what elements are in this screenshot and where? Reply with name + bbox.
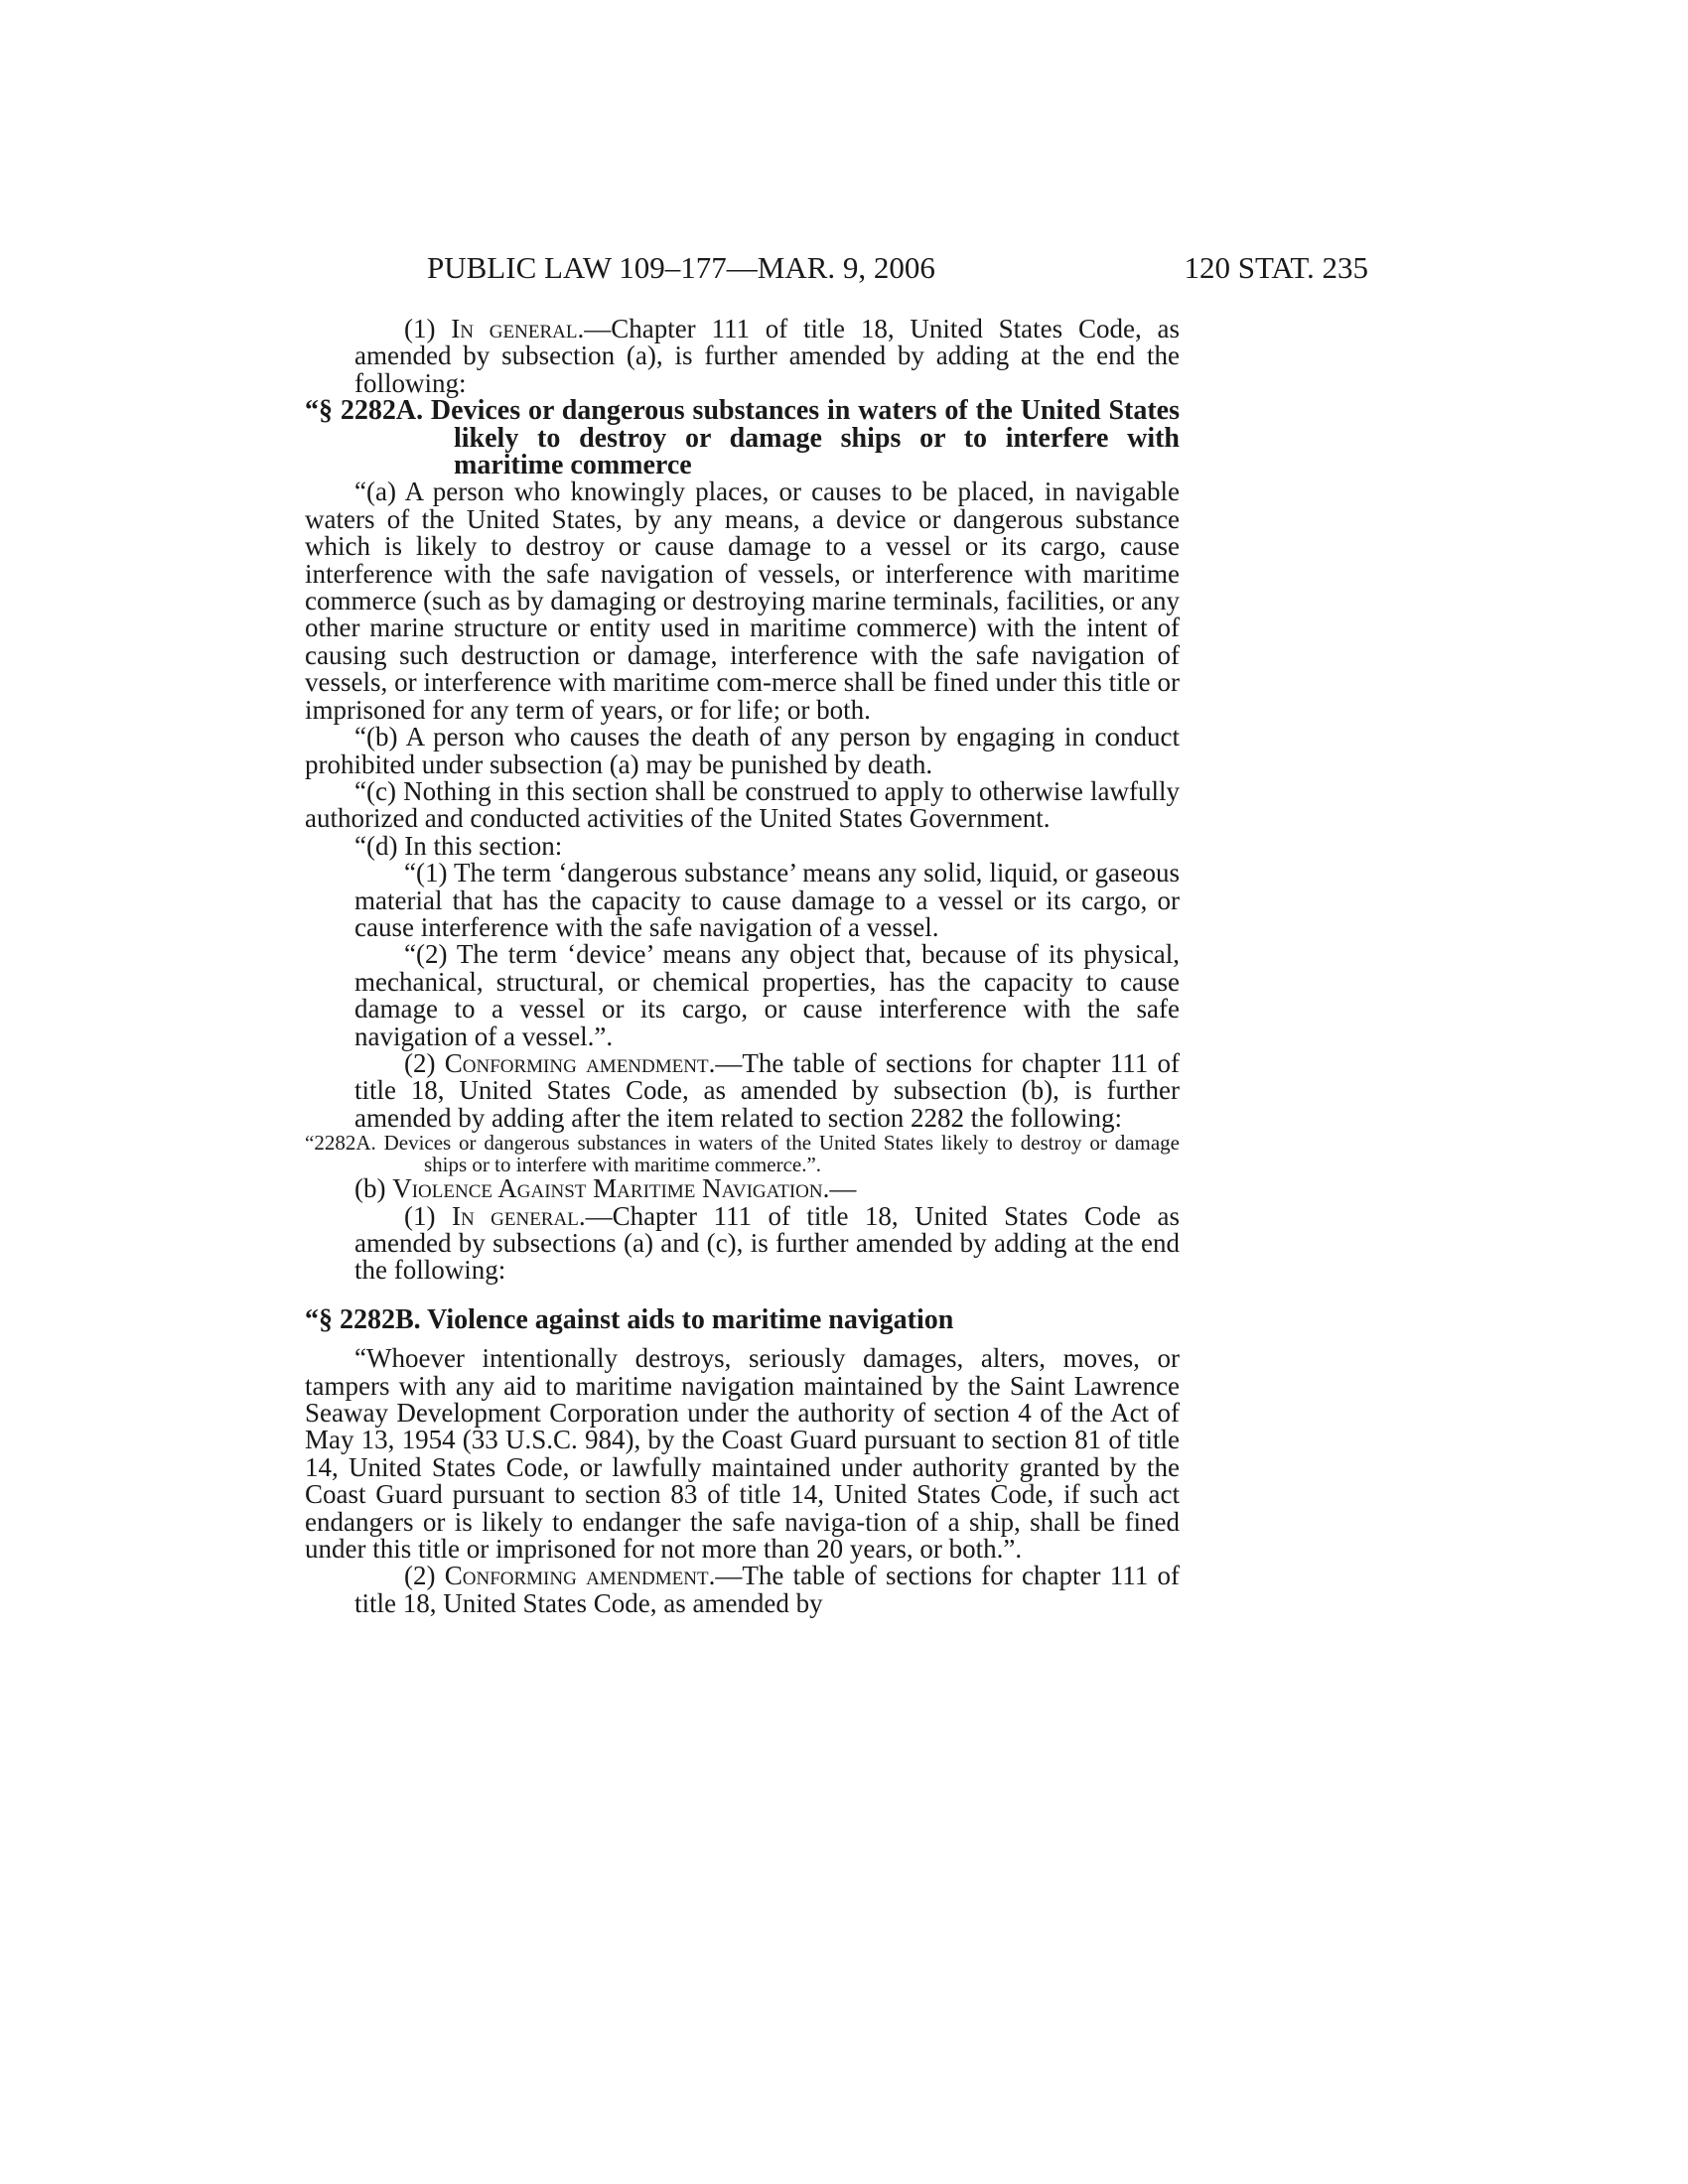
subsection-a-text: “(a) A person who knowingly places, or causes to be placed, in navigable waters of the United States, by any means, a device or dangerous substance which is likely to destroy or cause damage to a vessel or its cargo, cause interference with the safe navigation of vessels, or interference with maritime commerce (such as by damaging or destroying marine terminals, facilities, or any other marine structure or entity used in maritime commerce) with the intent of causing such destruction or damage, interference with the safe navigation of vessels, or interference with maritime com-merce shall be fined under this title or imprisoned for any term of years, or for life; or both.	[305, 477, 1180, 725]
paragraph-label: Conforming amendment	[444, 1561, 709, 1591]
paragraph-1-in-general-b	[305, 1200, 1180, 1286]
section-heading-2282B: “§ 2282B. Violence against aids to maritime navigation	[305, 1303, 954, 1335]
paragraph-dash: .—	[708, 1047, 743, 1078]
paragraph-1-in-general	[305, 316, 1180, 397]
subsection-b-text: “(b) A person who causes the death of any person by engaging in conduct prohibited under subsection (a) may be punished by death.	[305, 722, 1180, 779]
paragraph-lead: (2)	[404, 1561, 445, 1591]
subsection-b-heading	[305, 1175, 1180, 1202]
section-2282B-text: “Whoever intentionally destroys, seriously damages, alters, moves, or tampers with any aid to maritime navigation maintained by the Saint Lawrence Seaway Development Corporation under the authority of section 4 of the Act of May 13, 1954 (33 U.S.C. 984), by the Coast Guard pursuant to section 81 of title 14, United States Code, or lawfully maintained under authority granted by the Coast Guard pursuant to section 83 of title 14, United States Code, if such act endangers or is likely to endanger the safe naviga-tion of a ship, shall be fined under this title or imprisoned for not more than 20 years, or both.”.	[305, 1343, 1180, 1565]
paragraph-dash: .—	[577, 314, 612, 343]
paragraph-label: In general	[451, 1200, 579, 1231]
document-body	[305, 316, 1180, 1617]
paragraph-dash: .—	[708, 1561, 743, 1591]
paragraph-text: The table of sections for chapter 111 of title 18, United States Code, as amended by subsection (b), is further amended by adding after the item related to section 2282 the following:	[354, 1047, 1180, 1133]
definition-dangerous-substance: “(1) The term ‘dangerous substance’ means any solid, liquid, or gaseous material that has the capacity to cause damage to a vessel or its cargo, or cause interference with the safe navigation of a vessel.	[354, 858, 1180, 942]
subsection-dash: .—	[822, 1173, 857, 1204]
section-heading-2282A: “§ 2282A. Devices or dangerous substances in waters of the United States likely to destroy or damage ships or to interfere with maritime commerce	[305, 395, 1180, 481]
paragraph-label: Conforming amendment	[444, 1047, 709, 1078]
running-head-stat-page: 120 STAT. 235	[1184, 250, 1368, 285]
definition-device: “(2) The term ‘device’ means any object that, because of its physical, mechanical, structural, or chemical properties, has the capacity to cause damage to a vessel or its cargo, or cause interference with the safe navigation of a vessel.”.	[354, 939, 1180, 1051]
paragraph-text: Chapter 111 of title 18, United States Code, as amended by subsection (a), is further amended by adding at the end the following:	[354, 314, 1180, 398]
paragraph-lead: (2)	[404, 1047, 445, 1078]
subsection-d-text: “(d) In this section:	[354, 830, 563, 861]
paragraph-text: The table of sections for chapter 111 of title 18, United States Code, as amended by	[354, 1561, 1180, 1618]
subsection-c-text: “(c) Nothing in this section shall be construed to apply to otherwise lawfully authorized and conducted activities of the United States Government.	[305, 775, 1180, 834]
running-head-title: PUBLIC LAW 109–177—MAR. 9, 2006	[427, 250, 935, 285]
table-of-sections-entry-2282A: “2282A. Devices or dangerous substances in waters of the United States likely to destroy or damage ships or to interfere with maritime commerce.”.	[305, 1131, 1180, 1177]
subsection-lead: (b)	[354, 1173, 393, 1204]
paragraph-lead: (1)	[404, 314, 452, 343]
paragraph-2-conforming-amendment-b	[305, 1563, 1180, 1617]
paragraph-text: Chapter 111 of title 18, United States Code as amended by subsections (a) and (c), is further amended by adding at the end the following:	[354, 1200, 1180, 1286]
paragraph-label: In general	[451, 314, 578, 343]
paragraph-2-conforming-amendment	[305, 1047, 1180, 1133]
subsection-label: Violence Against Maritime Navigation	[392, 1173, 823, 1204]
paragraph-dash: .—	[578, 1200, 613, 1231]
paragraph-lead: (1)	[404, 1200, 452, 1231]
